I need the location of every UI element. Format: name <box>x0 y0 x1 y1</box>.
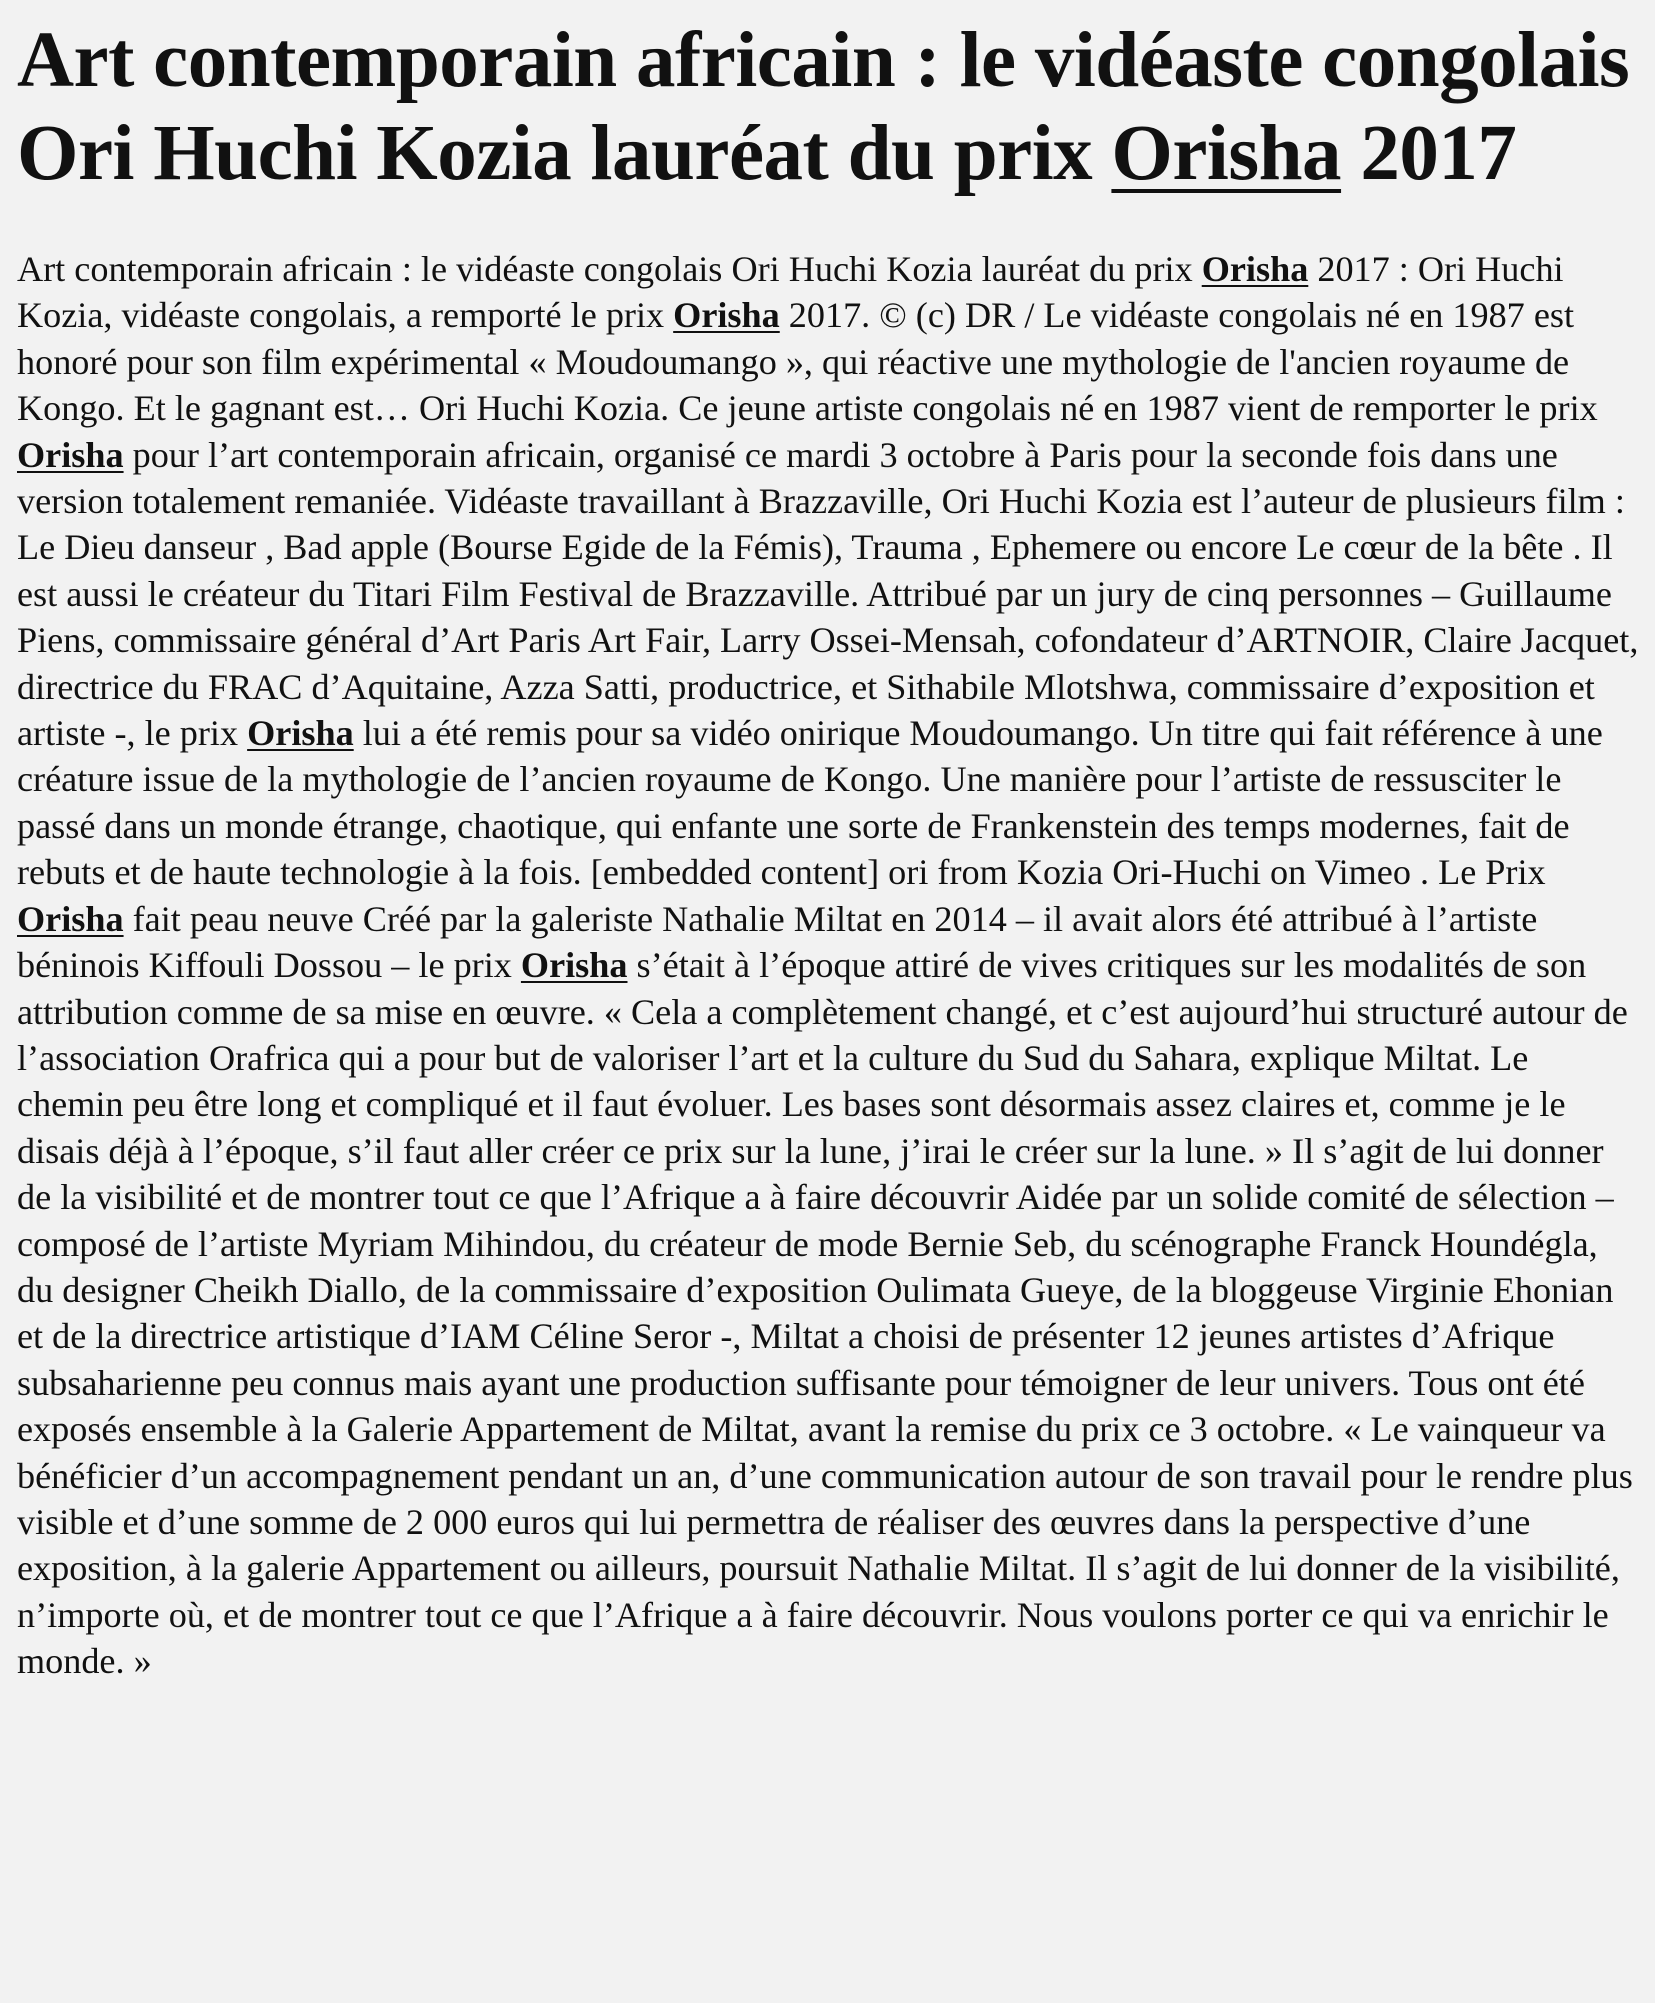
orisha-link-1[interactable]: Orisha <box>1201 249 1309 289</box>
article-title <box>17 14 1641 200</box>
article-body <box>17 246 1641 1685</box>
body-text-1: Art contemporain africain : le vidéaste congolais Ori Huchi Kozia lauréat du prix <box>17 249 1202 289</box>
body-text-6: fait peau neuve Créé par la galeriste Nathalie Miltat en 2014 – il avait alors été attribué à l’artiste béninois Kiffouli Dossou – le prix <box>17 898 1538 986</box>
orisha-link-4[interactable]: Orisha <box>247 713 354 754</box>
body-text-4: pour l’art contemporain africain, organisé ce mardi 3 octobre à Paris pour la seconde fois dans une version totalement remaniée. Vidéaste travaillant à Brazzaville, Ori Huchi Kozia est l’auteur de plusieurs film : Le Dieu danseur , Bad apple (Bourse Egide de la Fémis), Trauma , Ephemere ou encore Le cœur de la bête . Il est aussi le créateur du Titari Film Festival de Brazzaville. Attribué par un jury de cinq personnes – Guillaume Piens, commissaire général d’Art Paris Art Fair, Larry Ossei-Mensah, cofondateur d’ARTNOIR, Claire Jacquet, directrice du FRAC d’Aquitaine, Azza Satti, productrice, et Sithabile Mlotshwa, commissaire d’exposition et artiste -, le prix <box>17 434 1639 754</box>
body-text-3: 2017. © (c) DR / Le vidéaste congolais né en 1987 est honoré pour son film expérimental « Moudoumango », qui réactive une mythologie de l'ancien royaume de Kongo. Et le gagnant est… Ori Huchi Kozia. Ce jeune artiste congolais né en 1987 vient de remporter le prix <box>17 295 1598 429</box>
orisha-link-2[interactable]: Orisha <box>673 295 780 336</box>
body-text-2: 2017 : Ori Huchi Kozia, vidéaste congolais, a remporté le prix <box>17 249 1564 336</box>
orisha-link-3[interactable]: Orisha <box>17 434 124 475</box>
body-text-5: lui a été remis pour sa vidéo onirique Moudoumango. Un titre qui fait référence à une créature issue de la mythologie de l’ancien royaume de Kongo. Une manière pour l’artiste de ressusciter le passé dans un monde étrange, chaotique, qui enfante une sorte de Frankenstein des temps modernes, fait de rebuts et de haute technologie à la fois. [embedded content] ori from Kozia Ori-Huchi on Vimeo . Le Prix <box>17 713 1603 893</box>
title-text-2: 2017 <box>1341 110 1517 197</box>
orisha-link-5[interactable]: Orisha <box>17 898 124 939</box>
orisha-link-title[interactable]: Orisha <box>1111 110 1342 197</box>
title-text-1: Art contemporain africain : le vidéaste congolais Ori Huchi Kozia lauréat du prix <box>17 17 1630 197</box>
orisha-link-6[interactable]: Orisha <box>520 945 628 986</box>
body-text-7: s’était à l’époque attiré de vives critiques sur les modalités de son attribution comme de sa mise en œuvre. « Cela a complètement changé, et c’est aujourd’hui structuré autour de l’association Orafrica qui a pour but de valoriser l’art et la culture du Sud du Sahara, explique Miltat. Le chemin peu être long et compliqué et il faut évoluer. Les bases sont désormais assez claires et, comme je le disais déjà à l’époque, s’il faut aller créer ce prix sur la lune, j’irai le créer sur la lune. » Il s’agit de lui donner de la visibilité et de montrer tout ce que l’Afrique a à faire découvrir Aidée par un solide comité de sélection – composé de l’artiste Myriam Mihindou, du créateur de mode Bernie Seb, du scénographe Franck Houndégla, du designer Cheikh Diallo, de la commissaire d’exposition Oulimata Gueye, de la bloggeuse Virginie Ehonian et de la directrice artistique d’IAM Céline Seror -, Miltat a choisi de présenter 12 jeunes artistes d’Afrique subsaharienne peu connus mais ayant une production suffisante pour témoigner de leur univers. Tous ont été exposés ensemble à la Galerie Appartement de Miltat, avant la remise du prix ce 3 octobre. « Le vainqueur va bénéficier d’un accompagnement pendant un an, d’une communication autour de son travail pour le rendre plus visible et d’une somme de 2 000 euros qui lui permettra de réaliser des œuvres dans la perspective d’une exposition, à la galerie Appartement ou ailleurs, poursuit Nathalie Miltat. Il s’agit de lui donner de la visibilité, n’importe où, et de montrer tout ce que l’Afrique a à faire découvrir. Nous voulons porter ce qui va enrichir le monde. » <box>17 945 1633 1682</box>
